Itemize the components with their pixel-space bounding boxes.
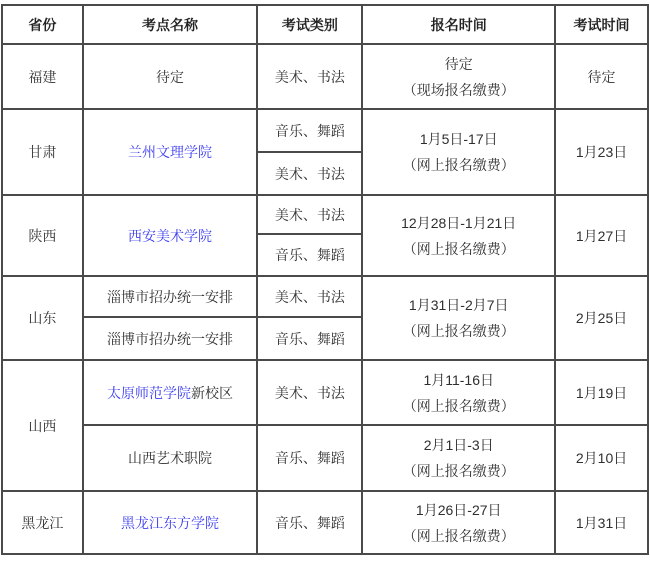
header-province: 省份 [2,5,83,44]
site-link[interactable]: 西安美术学院 [128,227,213,244]
category-cell: 音乐、舞蹈 [257,234,362,276]
exam-date-cell: 1月19日 [555,360,648,425]
registration-note: （网上报名缴费） [402,157,515,173]
registration-cell [362,195,555,276]
site-link[interactable]: 黑龙江东方学院 [121,514,220,531]
header-exam-time: 考试时间 [555,5,648,44]
exam-date-cell: 1月27日 [555,195,648,276]
table-row [2,276,648,317]
exam-date-cell: 2月10日 [555,425,648,491]
exam-schedule-table [1,4,649,555]
table-row [2,195,648,234]
province-cell: 陕西 [2,195,83,276]
registration-cell [362,491,555,554]
province-cell: 山西 [2,360,83,491]
site-cell [83,109,258,195]
site-suffix: 新校区 [191,384,234,401]
registration-note: （网上报名缴费） [402,527,515,544]
category-cell: 音乐、舞蹈 [257,317,362,360]
site-cell [83,491,258,554]
table-row [2,425,648,491]
registration-note: （网上报名缴费） [402,240,515,257]
registration-note: （现场报名缴费） [402,81,515,98]
site-cell: 山西艺术职院 [83,425,258,491]
site-cell [83,360,258,425]
registration-date: 12月28日-1月21日 [401,214,517,231]
registration-date: 1月5日-17日 [419,131,498,147]
exam-date-cell: 2月25日 [555,276,648,360]
category-cell: 音乐、舞蹈 [257,491,362,554]
category-cell: 美术、书法 [257,152,362,195]
registration-cell [362,425,555,491]
category-cell: 美术、书法 [257,44,362,109]
exam-date-cell: 待定 [555,44,648,109]
table-row [2,109,648,152]
registration-date: 待定 [444,55,473,72]
province-cell: 福建 [2,44,83,109]
table-row [2,360,648,425]
registration-cell [362,276,555,360]
site-link[interactable]: 太原师范学院 [107,384,192,401]
province-cell: 黑龙江 [2,491,83,554]
header-registration-time: 报名时间 [362,5,555,44]
registration-note: （网上报名缴费） [402,323,515,339]
header-site-name: 考点名称 [83,5,258,44]
header-exam-category: 考试类别 [257,5,362,44]
province-cell: 甘肃 [2,109,83,195]
province-cell: 山东 [2,276,83,360]
registration-date: 1月31日-2月7日 [408,297,509,313]
category-cell: 美术、书法 [257,276,362,317]
registration-cell [362,360,555,425]
header-row [2,5,648,44]
exam-date-cell: 1月31日 [555,491,648,554]
table-row [2,491,648,554]
registration-date: 1月11-16日 [423,371,494,388]
site-cell [83,195,258,276]
registration-cell [362,44,555,109]
registration-note: （网上报名缴费） [402,397,515,414]
registration-cell [362,109,555,195]
category-cell: 音乐、舞蹈 [257,425,362,491]
site-cell: 淄博市招办统一安排 [83,317,258,360]
category-cell: 音乐、舞蹈 [257,109,362,152]
registration-date: 2月1日-3日 [423,437,494,453]
table-row [2,44,648,109]
category-cell: 美术、书法 [257,360,362,425]
exam-date-cell: 1月23日 [555,109,648,195]
site-cell: 淄博市招办统一安排 [83,276,258,317]
site-cell: 待定 [83,44,258,109]
category-cell: 美术、书法 [257,195,362,234]
site-link[interactable]: 兰州文理学院 [128,144,213,160]
registration-note: （网上报名缴费） [402,463,515,479]
registration-date: 1月26日-27日 [415,501,502,518]
